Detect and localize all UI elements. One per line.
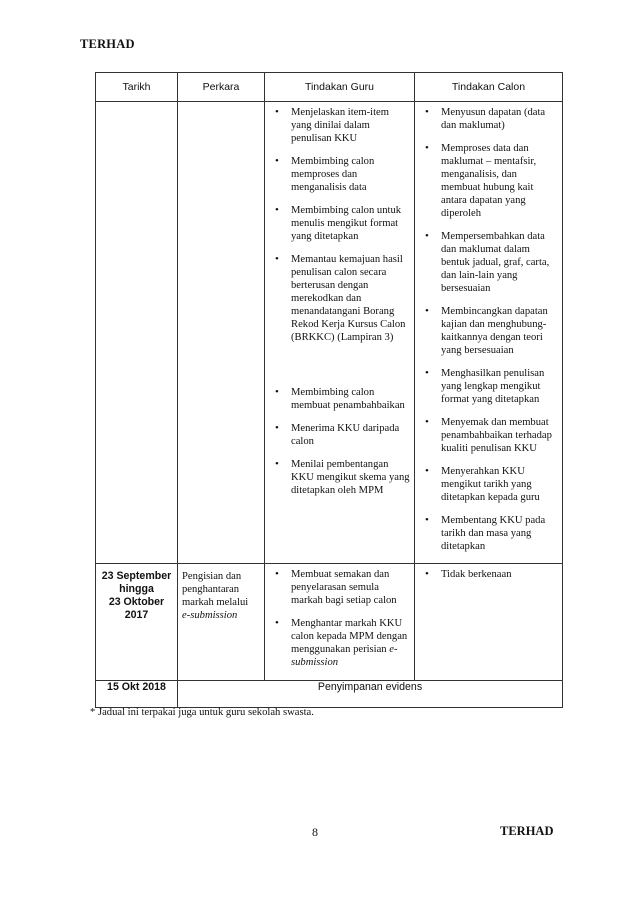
tarikh-cell: [96, 564, 178, 681]
col-header-perkara: Perkara: [178, 73, 265, 102]
tindakan-calon-cell: [415, 102, 563, 564]
date-year: 2017: [124, 609, 149, 621]
table-row: [96, 681, 563, 708]
calon-list: [415, 102, 562, 553]
spacer: [265, 354, 414, 382]
perkara-text: Pengisian dan penghantaran markah melalui: [182, 571, 249, 608]
list-item: • Membentang KKU pada tarikh dan masa yang ditetapkan: [417, 514, 558, 553]
list-item: • Membimbing calon untuk menulis mengikut format yang ditetapkan: [267, 204, 410, 243]
list-item: • Mempersembahkan data dan maklumat dalam bentuk jadual, graf, carta, dan lain-lain yang bersesuaian: [417, 230, 558, 295]
tarikh-cell: 15 Okt 2018: [96, 681, 178, 708]
list-item: • Menyusun dapatan (data dan maklumat): [417, 106, 558, 132]
date-to: 23 Oktober: [108, 596, 165, 608]
list-item-text: Menghantar markah KKU calon kepada MPM dengan menggunakan perisian: [291, 618, 408, 655]
list-item-italic: e-submission: [291, 644, 398, 668]
tarikh-cell-empty: [96, 102, 178, 564]
table-header-row: [96, 73, 563, 102]
list-item: • Menyerahkan KKU mengikut tarikh yang ditetapkan kepada guru: [417, 465, 558, 504]
list-item: • Tidak berkenaan: [417, 568, 558, 581]
list-item: • Membincangkan dapatan kajian dan menghubung-kaitkannya dengan teori yang bersesuaian: [417, 305, 558, 357]
list-item: • Memproses data dan maklumat – mentafsir, menganalisis, dan membuat hubung kait antara dapatan yang diperoleh: [417, 142, 558, 220]
perkara-italic: e-submission: [182, 610, 238, 621]
tindakan-guru-cell: [265, 102, 415, 564]
date-from: 23 September: [101, 570, 172, 582]
guru-list-2: [265, 382, 414, 497]
list-item: • Membimbing calon memproses dan menganalisis data: [267, 155, 410, 194]
guru-list: [265, 564, 414, 669]
list-item: • Membuat semakan dan penyelarasan semula markah bagi setiap calon: [267, 568, 410, 607]
tindakan-guru-cell: [265, 564, 415, 681]
schedule-table: [95, 72, 563, 708]
list-item: • Menjelaskan item-item yang dinilai dalam penulisan KKU: [267, 106, 410, 145]
col-header-tarikh: Tarikh: [96, 73, 178, 102]
perkara-cell: [178, 564, 265, 681]
col-header-tindakan-calon: Tindakan Calon: [415, 73, 563, 102]
footnote: * Jadual ini terpakai juga untuk guru sekolah swasta.: [90, 707, 314, 718]
classification-header: TERHAD: [80, 37, 135, 51]
tindakan-calon-cell: [415, 564, 563, 681]
guru-list: [265, 102, 414, 344]
page-number: 8: [312, 825, 318, 839]
list-item: • Menerima KKU daripada calon: [267, 422, 410, 448]
list-item: • Menilai pembentangan KKU mengikut skema yang ditetapkan oleh MPM: [267, 458, 410, 497]
perkara-merged-cell: Penyimpanan evidens: [178, 681, 563, 708]
list-item: • Menyemak dan membuat penambahbaikan terhadap kualiti penulisan KKU: [417, 416, 558, 455]
classification-footer: TERHAD: [500, 824, 554, 838]
col-header-tindakan-guru: Tindakan Guru: [265, 73, 415, 102]
table-row: [96, 564, 563, 681]
table-row: [96, 102, 563, 564]
list-item: • Membimbing calon membuat penambahbaikan: [267, 386, 410, 412]
list-item: • Menghasilkan penulisan yang lengkap mengikut format yang ditetapkan: [417, 367, 558, 406]
calon-list: [415, 564, 562, 581]
perkara-cell-empty: [178, 102, 265, 564]
list-item: [267, 617, 410, 669]
list-item: • Memantau kemajuan hasil penulisan calon secara berterusan dengan merekodkan dan menandatangani Borang Rekod Kerja Kursus Calon (BRKKC) (Lampiran 3): [267, 253, 410, 344]
date-mid: hingga: [119, 583, 154, 595]
